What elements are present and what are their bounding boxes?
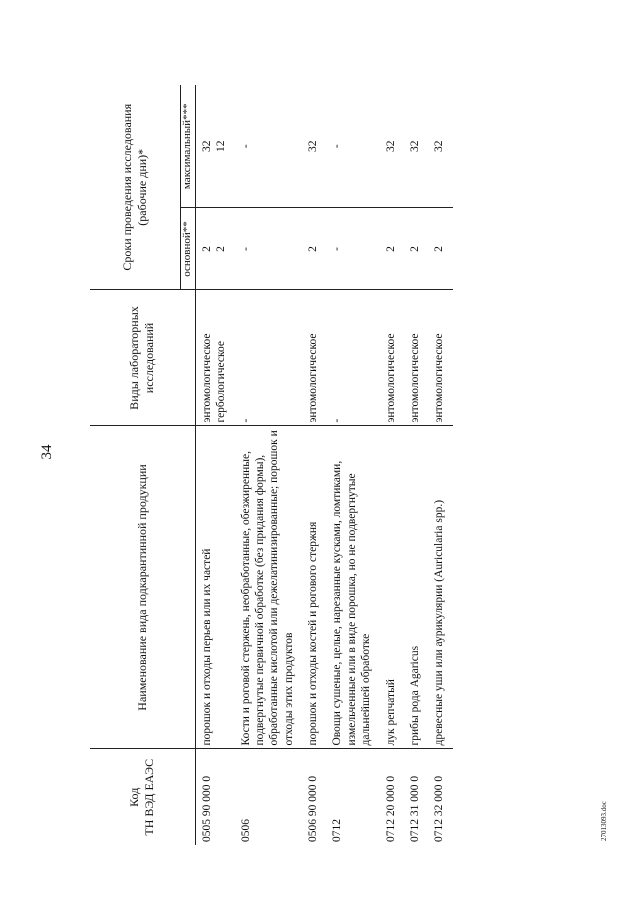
row-basic-term: 2 [404, 208, 428, 290]
header-basic: основной** [181, 208, 196, 290]
page-number: 34 [39, 444, 55, 460]
header-terms-label: Сроки проведения исследования (рабочие дни)* [120, 103, 149, 271]
row-basic-term: - [326, 208, 379, 290]
table-row [195, 85, 234, 845]
row-product-name: Кости и роговой стержень, необработанные, обезжиренные, подвергнутые первичной обработке (без придания формы), обработанные кислотой или дежелатинизированные; порошок и отходы этих продуктов [235, 426, 303, 749]
row-lab-types: - [235, 290, 303, 426]
row-lab-types: - [326, 290, 379, 426]
row-max-term: 32 [307, 140, 319, 152]
header-product-name: Наименование вида подкарантинной продукции [90, 426, 195, 749]
row-code: 0712 [326, 749, 379, 845]
row-basic-term: 2 [428, 208, 452, 290]
row-code: 0505 90 000 0 [195, 749, 234, 845]
row-lab-types: энтомологическое [428, 290, 452, 426]
document-reference: 27013093.doc [600, 801, 608, 841]
row-product-name: древесные уши или аурикулярии (Auricularia spp.) [428, 426, 452, 749]
row-max-term: 32 [408, 140, 421, 152]
row-basic-term: 2 [302, 208, 326, 290]
row-lab-types: энтомологическое [380, 290, 404, 426]
header-lab-types: Виды лабораторных исследований [90, 290, 195, 426]
table-row [404, 85, 428, 845]
row-basic-term: - [235, 208, 303, 290]
row-product-name: Овощи сушеные, целые, нарезанные кусками, ломтиками, измельченные или в виде порошка, но не подвергнутые дальнейшей обработке [326, 426, 379, 749]
row-lab-types: энтомологическое [302, 290, 326, 426]
table-row [302, 85, 326, 845]
row-max-term: - [239, 144, 252, 149]
row-code: 0712 32 000 0 [428, 749, 452, 845]
table-row [326, 85, 379, 845]
table-row [380, 85, 404, 845]
row-code: 0712 31 000 0 [404, 749, 428, 845]
row-product-name: грибы рода Agaricus [404, 426, 428, 749]
header-max: максимальный*** [181, 85, 196, 208]
row-product-name: порошок и отходы перьев или их частей [195, 426, 234, 749]
row-max-term: 32 [384, 140, 397, 152]
row-max-term: 32 [433, 140, 446, 152]
table-row [428, 85, 452, 845]
row-max-term: - [331, 144, 344, 149]
row-lab-types: энтомологическое [404, 290, 428, 426]
row-product-name: порошок и отходы костей и рогового стержня [302, 426, 326, 749]
row-code: 0506 90 000 0 [302, 749, 326, 845]
table-row [235, 85, 303, 845]
header-terms [90, 85, 181, 290]
research-terms-table [90, 85, 453, 845]
row-product-name: лук репчатый [380, 426, 404, 749]
row-code: 0506 [235, 749, 303, 845]
row-code: 0712 20 000 0 [380, 749, 404, 845]
row-max-term: 32 12 [200, 140, 228, 152]
row-lab-types: энтомологическое гербологическое [195, 290, 234, 426]
row-basic-term: 2 [380, 208, 404, 290]
row-basic-term: 2 2 [195, 208, 234, 290]
quarantine-table [90, 85, 560, 845]
header-code: Код ТН ВЭД ЕАЭС [90, 749, 195, 845]
